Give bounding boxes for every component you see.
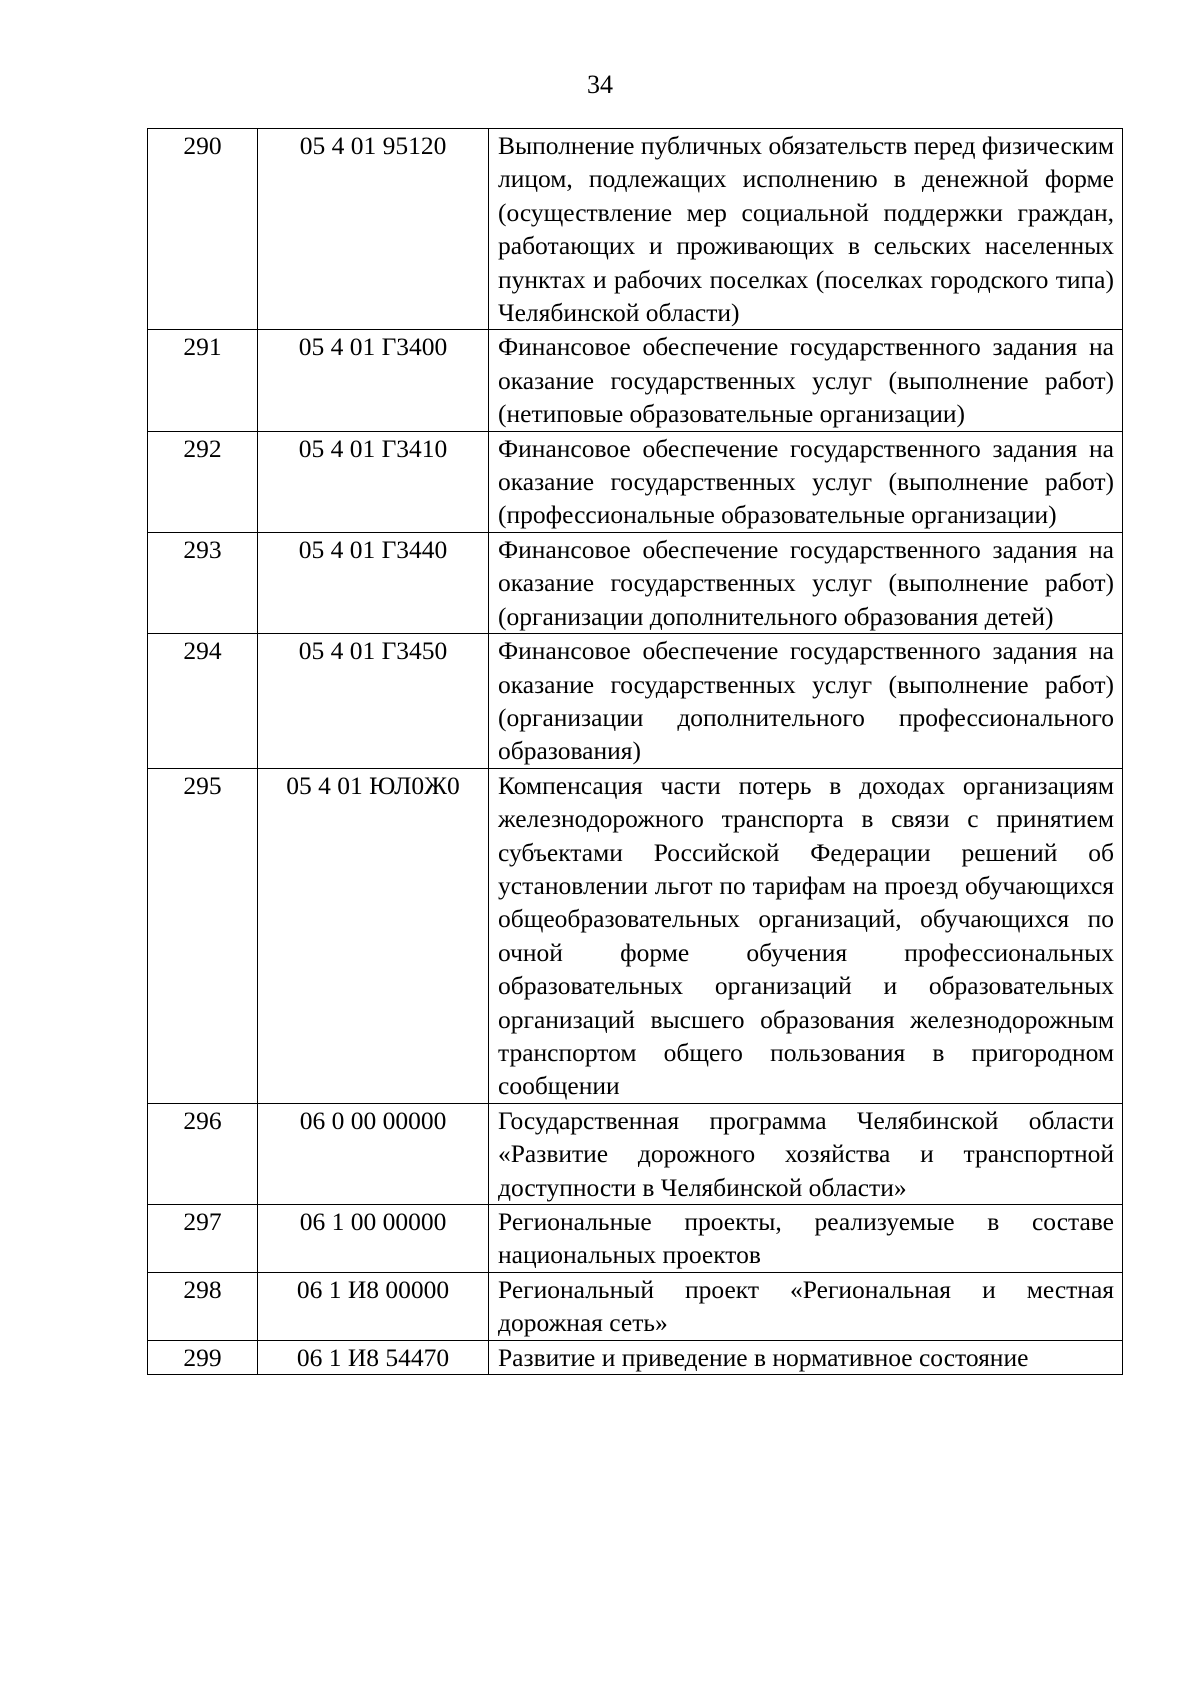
target-article-name: Финансовое обеспечение государственного задания на оказание государственных услуг (выполнение работ) (организации дополнительного профессионального образования) <box>489 634 1123 769</box>
target-article-code: 05 4 01 Г3410 <box>258 431 489 532</box>
table-row <box>148 1103 1123 1204</box>
target-article-code: 05 4 01 Г3450 <box>258 634 489 769</box>
table-row <box>148 431 1123 532</box>
target-article-code: 06 1 00 00000 <box>258 1205 489 1273</box>
target-article-name: Финансовое обеспечение государственного задания на оказание государственных услуг (выполнение работ) (нетиповые образовательные организации) <box>489 330 1123 431</box>
row-number: 294 <box>148 634 258 769</box>
target-article-code: 06 0 00 00000 <box>258 1103 489 1204</box>
page-number: 34 <box>587 70 613 99</box>
budget-classification-table <box>147 128 1123 1375</box>
target-article-code: 06 1 И8 00000 <box>258 1272 489 1340</box>
target-article-code: 06 1 И8 54470 <box>258 1340 489 1374</box>
table-row <box>148 1272 1123 1340</box>
target-article-code: 05 4 01 Г3440 <box>258 532 489 633</box>
row-number: 299 <box>148 1340 258 1374</box>
row-number: 293 <box>148 532 258 633</box>
table-row <box>148 1340 1123 1374</box>
row-number: 291 <box>148 330 258 431</box>
row-number: 295 <box>148 768 258 1103</box>
target-article-name: Финансовое обеспечение государственного задания на оказание государственных услуг (выполнение работ) (профессиональные образовательные организации) <box>489 431 1123 532</box>
row-number: 298 <box>148 1272 258 1340</box>
target-article-name: Развитие и приведение в нормативное состояние <box>489 1340 1123 1374</box>
target-article-name: Региональный проект «Региональная и местная дорожная сеть» <box>489 1272 1123 1340</box>
table-row <box>148 768 1123 1103</box>
target-article-name: Финансовое обеспечение государственного задания на оказание государственных услуг (выполнение работ) (организации дополнительного образования детей) <box>489 532 1123 633</box>
table-row <box>148 330 1123 431</box>
table-row <box>148 129 1123 330</box>
target-article-code: 05 4 01 95120 <box>258 129 489 330</box>
table-row <box>148 634 1123 769</box>
table-row <box>148 1205 1123 1273</box>
target-article-name: Региональные проекты, реализуемые в составе национальных проектов <box>489 1205 1123 1273</box>
row-number: 297 <box>148 1205 258 1273</box>
target-article-name: Компенсация части потерь в доходах организациям железнодорожного транспорта в связи с принятием субъектами Российской Федерации решений об установлении льгот по тарифам на проезд обучающихся общеобразовательных организаций, обучающихся по очной форме обучения профессиональных образовательных организаций и образовательных организаций высшего образования железнодорожным транспортом общего пользования в пригородном сообщении <box>489 768 1123 1103</box>
target-article-code: 05 4 01 Г3400 <box>258 330 489 431</box>
row-number: 296 <box>148 1103 258 1204</box>
table-row <box>148 532 1123 633</box>
row-number: 290 <box>148 129 258 330</box>
target-article-code: 05 4 01 ЮЛ0Ж0 <box>258 768 489 1103</box>
row-number: 292 <box>148 431 258 532</box>
target-article-name: Государственная программа Челябинской области «Развитие дорожного хозяйства и транспортной доступности в Челябинской области» <box>489 1103 1123 1204</box>
target-article-name: Выполнение публичных обязательств перед физическим лицом, подлежащих исполнению в денежной форме (осуществление мер социальной поддержки граждан, работающих и проживающих в сельских населенных пунктах и рабочих поселках (поселках городского типа) Челябинской области) <box>489 129 1123 330</box>
